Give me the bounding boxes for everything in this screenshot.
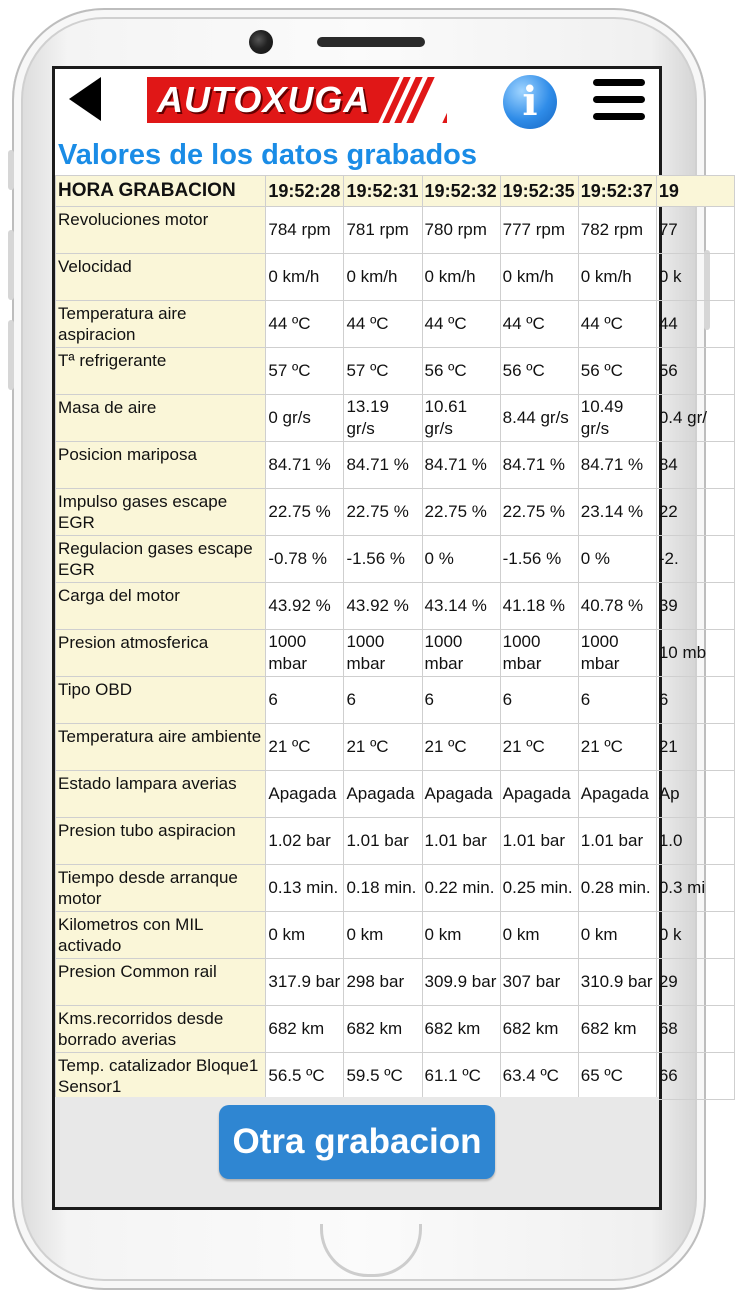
value-cell: 43.92 %	[266, 583, 344, 630]
row-label: Impulso gases escape EGR	[56, 489, 266, 536]
data-table-container[interactable]	[55, 175, 708, 1097]
value-cell: 43.92 %	[344, 583, 422, 630]
value-cell: 1000 mbar	[422, 630, 500, 677]
value-cell: 6	[266, 677, 344, 724]
value-cell: 6	[422, 677, 500, 724]
table-row	[56, 959, 735, 1006]
value-cell: -0.78 %	[266, 536, 344, 583]
home-button[interactable]	[320, 1224, 422, 1277]
table-row	[56, 301, 735, 348]
value-cell: 68	[656, 1006, 734, 1053]
row-label: Temp. catalizador Bloque1 Sensor1	[56, 1053, 266, 1100]
info-icon[interactable]: i	[503, 75, 557, 129]
value-cell: 21 ºC	[266, 724, 344, 771]
value-cell: 1.01 bar	[344, 818, 422, 865]
value-cell: 0.28 min.	[578, 865, 656, 912]
time-header: 19:52:28	[266, 176, 344, 207]
value-cell: 21	[656, 724, 734, 771]
table-row	[56, 1053, 735, 1100]
value-cell: 0 km/h	[578, 254, 656, 301]
value-cell: 84.71 %	[344, 442, 422, 489]
brand-logo-text: AUTOXUGA	[157, 79, 371, 120]
new-recording-button[interactable]: Otra grabacion	[219, 1105, 495, 1179]
table-row	[56, 724, 735, 771]
value-cell: 10.49 gr/s	[578, 395, 656, 442]
time-header: 19:52:32	[422, 176, 500, 207]
camera-icon	[249, 30, 273, 54]
row-label: Presion Common rail	[56, 959, 266, 1006]
value-cell: 781 rpm	[344, 207, 422, 254]
value-cell: 57 ºC	[344, 348, 422, 395]
value-cell: 1.02 bar	[266, 818, 344, 865]
value-cell: 84.71 %	[578, 442, 656, 489]
value-cell: 0 km	[266, 912, 344, 959]
value-cell: 1000 mbar	[266, 630, 344, 677]
value-cell: -1.56 %	[500, 536, 578, 583]
value-cell: 22	[656, 489, 734, 536]
value-cell: 309.9 bar	[422, 959, 500, 1006]
table-row	[56, 771, 735, 818]
value-cell: 317.9 bar	[266, 959, 344, 1006]
value-cell: 682 km	[578, 1006, 656, 1053]
value-cell: 56 ºC	[500, 348, 578, 395]
value-cell: 0.18 min.	[344, 865, 422, 912]
table-row	[56, 395, 735, 442]
row-label: Tª refrigerante	[56, 348, 266, 395]
value-cell: 13.19 gr/s	[344, 395, 422, 442]
logo-stripes	[378, 77, 463, 123]
time-header: 19:52:31	[344, 176, 422, 207]
row-label: Temperatura aire ambiente	[56, 724, 266, 771]
value-cell: 6	[578, 677, 656, 724]
value-cell: 0.13 min.	[266, 865, 344, 912]
value-cell: 0 km	[422, 912, 500, 959]
value-cell: 84.71 %	[422, 442, 500, 489]
table-row	[56, 254, 735, 301]
value-cell: 784 rpm	[266, 207, 344, 254]
value-cell: 29	[656, 959, 734, 1006]
time-header: 19:52:37	[578, 176, 656, 207]
value-cell: 1.01 bar	[500, 818, 578, 865]
value-cell: 780 rpm	[422, 207, 500, 254]
header-label: HORA GRABACION	[56, 176, 266, 207]
app-screen	[52, 66, 708, 1210]
value-cell: 1.01 bar	[422, 818, 500, 865]
value-cell: 0 k	[656, 254, 734, 301]
value-cell: 0 km/h	[344, 254, 422, 301]
value-cell: 0 km/h	[266, 254, 344, 301]
speaker-grille	[317, 37, 425, 47]
row-label: Estado lampara averias	[56, 771, 266, 818]
table-row	[56, 865, 735, 912]
value-cell: 56	[656, 348, 734, 395]
value-cell: Apagada	[266, 771, 344, 818]
value-cell: 0 gr/s	[266, 395, 344, 442]
value-cell: 44 ºC	[344, 301, 422, 348]
value-cell: 8.44 gr/s	[500, 395, 578, 442]
row-label: Presion atmosferica	[56, 630, 266, 677]
row-label: Kms.recorridos desde borrado averias	[56, 1006, 266, 1053]
value-cell: -1.56 %	[344, 536, 422, 583]
value-cell: 682 km	[422, 1006, 500, 1053]
value-cell: Apagada	[578, 771, 656, 818]
value-cell: 1000 mbar	[344, 630, 422, 677]
row-label: Masa de aire	[56, 395, 266, 442]
value-cell: 782 rpm	[578, 207, 656, 254]
time-header: 19:52:35	[500, 176, 578, 207]
value-cell: 56 ºC	[422, 348, 500, 395]
table-row	[56, 818, 735, 865]
value-cell: 44	[656, 301, 734, 348]
value-cell: 21 ºC	[578, 724, 656, 771]
value-cell: 22.75 %	[266, 489, 344, 536]
value-cell: 307 bar	[500, 959, 578, 1006]
value-cell: 44 ºC	[422, 301, 500, 348]
value-cell: 43.14 %	[422, 583, 500, 630]
value-cell: 57 ºC	[266, 348, 344, 395]
value-cell: 1000 mbar	[500, 630, 578, 677]
value-cell: Apagada	[344, 771, 422, 818]
row-label: Tipo OBD	[56, 677, 266, 724]
table-row	[56, 348, 735, 395]
value-cell: 6	[500, 677, 578, 724]
value-cell: 0.25 min.	[500, 865, 578, 912]
recorded-data-table	[55, 175, 735, 1100]
hamburger-menu-icon[interactable]	[593, 79, 645, 123]
row-label: Kilometros con MIL activado	[56, 912, 266, 959]
value-cell: 39	[656, 583, 734, 630]
bottom-bar	[55, 1097, 659, 1207]
value-cell: 0 k	[656, 912, 734, 959]
value-cell: 0 km	[578, 912, 656, 959]
value-cell: 0 km	[500, 912, 578, 959]
value-cell: 0 km/h	[422, 254, 500, 301]
value-cell: 21 ºC	[500, 724, 578, 771]
value-cell: 44 ºC	[578, 301, 656, 348]
value-cell: 56.5 ºC	[266, 1053, 344, 1100]
value-cell: 1.01 bar	[578, 818, 656, 865]
table-row	[56, 583, 735, 630]
value-cell: 65 ºC	[578, 1053, 656, 1100]
value-cell: 1000 mbar	[578, 630, 656, 677]
value-cell: 0 %	[578, 536, 656, 583]
value-cell: Apagada	[422, 771, 500, 818]
value-cell: 44 ºC	[266, 301, 344, 348]
value-cell: 22.75 %	[344, 489, 422, 536]
value-cell: 0.22 min.	[422, 865, 500, 912]
value-cell: 56 ºC	[578, 348, 656, 395]
value-cell: 59.5 ºC	[344, 1053, 422, 1100]
row-label: Carga del motor	[56, 583, 266, 630]
value-cell: 22.75 %	[422, 489, 500, 536]
value-cell: 44 ºC	[500, 301, 578, 348]
row-label: Posicion mariposa	[56, 442, 266, 489]
page-title: Valores de los datos grabados	[58, 139, 478, 171]
value-cell: 0.3 mi	[656, 865, 734, 912]
value-cell: 6	[656, 677, 734, 724]
table-row	[56, 677, 735, 724]
value-cell: 777 rpm	[500, 207, 578, 254]
value-cell: 0.4 gr/	[656, 395, 734, 442]
value-cell: 682 km	[500, 1006, 578, 1053]
value-cell: 0 km/h	[500, 254, 578, 301]
value-cell: 66	[656, 1053, 734, 1100]
time-header: 19	[656, 176, 734, 207]
value-cell: Apagada	[500, 771, 578, 818]
value-cell: 682 km	[266, 1006, 344, 1053]
value-cell: 682 km	[344, 1006, 422, 1053]
value-cell: 21 ºC	[344, 724, 422, 771]
value-cell: 77	[656, 207, 734, 254]
value-cell: 84	[656, 442, 734, 489]
row-label: Velocidad	[56, 254, 266, 301]
row-label: Presion tubo aspiracion	[56, 818, 266, 865]
value-cell: 10.61 gr/s	[422, 395, 500, 442]
table-row	[56, 489, 735, 536]
value-cell: Ap	[656, 771, 734, 818]
value-cell: 84.71 %	[266, 442, 344, 489]
volume-down-button	[8, 320, 14, 390]
brand-logo	[147, 77, 447, 123]
value-cell: 63.4 ºC	[500, 1053, 578, 1100]
volume-up-button	[8, 230, 14, 300]
table-row	[56, 207, 735, 254]
value-cell: 23.14 %	[578, 489, 656, 536]
value-cell: 22.75 %	[500, 489, 578, 536]
value-cell: 6	[344, 677, 422, 724]
back-arrow-icon[interactable]	[69, 77, 101, 121]
value-cell: 21 ºC	[422, 724, 500, 771]
value-cell: 84.71 %	[500, 442, 578, 489]
value-cell: 61.1 ºC	[422, 1053, 500, 1100]
value-cell: 0 km	[344, 912, 422, 959]
value-cell: 10 mb	[656, 630, 734, 677]
value-cell: 298 bar	[344, 959, 422, 1006]
value-cell: 40.78 %	[578, 583, 656, 630]
value-cell: 310.9 bar	[578, 959, 656, 1006]
value-cell: 0 %	[422, 536, 500, 583]
value-cell: 1.0	[656, 818, 734, 865]
table-row	[56, 630, 735, 677]
table-row	[56, 442, 735, 489]
value-cell: -2.	[656, 536, 734, 583]
row-label: Regulacion gases escape EGR	[56, 536, 266, 583]
row-label: Tiempo desde arranque motor	[56, 865, 266, 912]
row-label: Temperatura aire aspiracion	[56, 301, 266, 348]
table-row	[56, 536, 735, 583]
top-bar	[55, 69, 659, 133]
value-cell: 41.18 %	[500, 583, 578, 630]
table-row	[56, 1006, 735, 1053]
table-row	[56, 912, 735, 959]
table-header-row	[56, 176, 735, 207]
side-button	[8, 150, 14, 190]
row-label: Revoluciones motor	[56, 207, 266, 254]
